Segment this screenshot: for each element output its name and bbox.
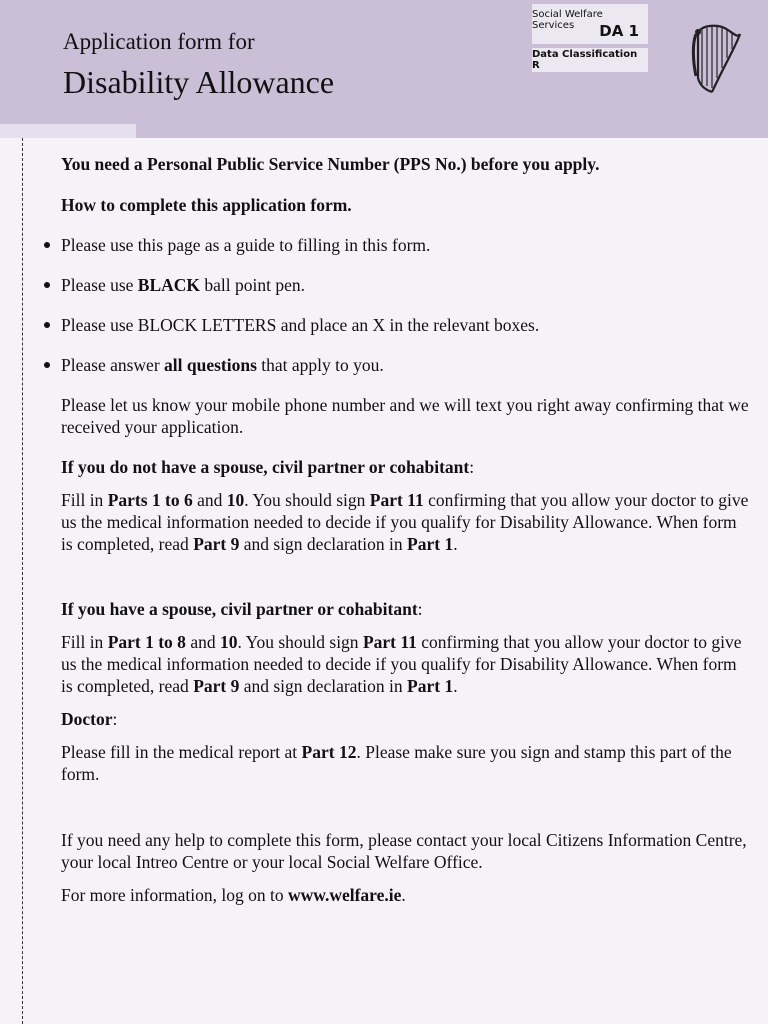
- text-run: . Please make sure you sign and stamp this part of the form.: [61, 742, 732, 784]
- bullet-text: Please use BLOCK LETTERS and place an X in the relevant boxes.: [61, 315, 540, 335]
- part-reference: Parts 1 to 6: [107, 490, 193, 510]
- part-reference: Part 12: [301, 742, 357, 762]
- part-reference: 10: [226, 490, 245, 510]
- header-strip-light: [0, 124, 136, 138]
- form-code: DA 1: [599, 22, 639, 40]
- doctor-instructions: [61, 741, 751, 785]
- service-name: Social Welfare Services: [532, 9, 603, 31]
- bullet-icon: [44, 362, 50, 368]
- header-band: [0, 0, 768, 124]
- instructions: [61, 153, 751, 906]
- text-run: .: [453, 676, 458, 696]
- bullet-item: [61, 314, 751, 336]
- text-run: and: [192, 490, 227, 510]
- no-spouse-instructions: [61, 489, 751, 555]
- text-run: and sign declaration in: [239, 534, 408, 554]
- part-reference: Part 9: [193, 676, 240, 696]
- bullet-text-end: ball point pen.: [200, 275, 306, 295]
- doctor-heading-text: Doctor: [61, 709, 113, 729]
- part-reference: Part 11: [362, 632, 417, 652]
- no-spouse-heading: [61, 456, 751, 478]
- data-classification-box: [532, 48, 648, 72]
- part-reference: Part 1: [407, 676, 454, 696]
- text-run: confirming that you allow your doctor to give us the medical information needed to decide if you qualify for Disability Allowance. When form is completed, read: [61, 490, 749, 554]
- heading-colon: :: [417, 599, 423, 619]
- part-reference: Part 1: [407, 534, 454, 554]
- text-run: Please fill in the medical report at: [61, 742, 302, 762]
- cut-line: [22, 138, 23, 1024]
- bullet-text-end: that apply to you.: [256, 355, 384, 375]
- bullet-item: [61, 234, 751, 256]
- part-reference: Part 11: [369, 490, 424, 510]
- bullet-icon: [44, 242, 50, 248]
- bullet-icon: [44, 322, 50, 328]
- text-run: .: [401, 885, 406, 905]
- bullet-text: Please use this page as a guide to filling in this form.: [61, 235, 431, 255]
- more-info: [61, 884, 751, 906]
- spouse-heading-text: If you have a spouse, civil partner or cohabitant: [61, 599, 418, 619]
- part-reference: Part 1 to 8: [107, 632, 186, 652]
- form-title: Disability Allowance: [63, 64, 335, 100]
- pps-notice: You need a Personal Public Service Number (PPS No.) before you apply.: [61, 154, 600, 174]
- bullet-emphasis: all questions: [164, 355, 257, 375]
- text-run: Fill in: [61, 490, 108, 510]
- text-run: . You should sign: [237, 632, 363, 652]
- text-run: and: [185, 632, 220, 652]
- bullet-emphasis: BLACK: [137, 275, 201, 295]
- form-code-box: [532, 4, 648, 44]
- doctor-heading: [61, 708, 751, 730]
- help-text: If you need any help to complete this form, please contact your local Citizens Information Centre, your local Intreo Centre or your local Social Welfare Office.: [61, 830, 747, 872]
- text-run: .: [453, 534, 458, 554]
- bullet-text: Please use: [61, 275, 138, 295]
- text-run: For more information, log on to: [61, 885, 288, 905]
- bullet-text: Please answer: [61, 355, 165, 375]
- bullet-item: [61, 274, 751, 296]
- bullet-icon: [44, 282, 50, 288]
- spouse-heading: [61, 598, 751, 620]
- text-run: confirming that you allow your doctor to give us the medical information needed to decide if you qualify for Disability Allowance. When form is completed, read: [61, 632, 742, 696]
- heading-colon: :: [112, 709, 118, 729]
- form-title-prefix: Application form for: [63, 29, 255, 54]
- no-spouse-heading-text: If you do not have a spouse, civil partner or cohabitant: [61, 457, 470, 477]
- mobile-phone-note: Please let us know your mobile phone number and we will text you right away confirming that we received your application.: [61, 395, 749, 437]
- spouse-instructions: [61, 631, 751, 697]
- text-run: Fill in: [61, 632, 108, 652]
- data-classification-label: Data Classification R: [532, 49, 638, 71]
- part-reference: Part 9: [193, 534, 240, 554]
- part-reference: 10: [219, 632, 238, 652]
- bullet-item: [61, 354, 751, 376]
- how-to-heading: How to complete this application form.: [61, 195, 352, 215]
- welfare-website-link[interactable]: www.welfare.ie: [288, 885, 402, 905]
- heading-colon: :: [469, 457, 475, 477]
- harp-icon: [690, 22, 744, 94]
- text-run: and sign declaration in: [239, 676, 408, 696]
- text-run: . You should sign: [244, 490, 370, 510]
- header-strip: [136, 124, 768, 138]
